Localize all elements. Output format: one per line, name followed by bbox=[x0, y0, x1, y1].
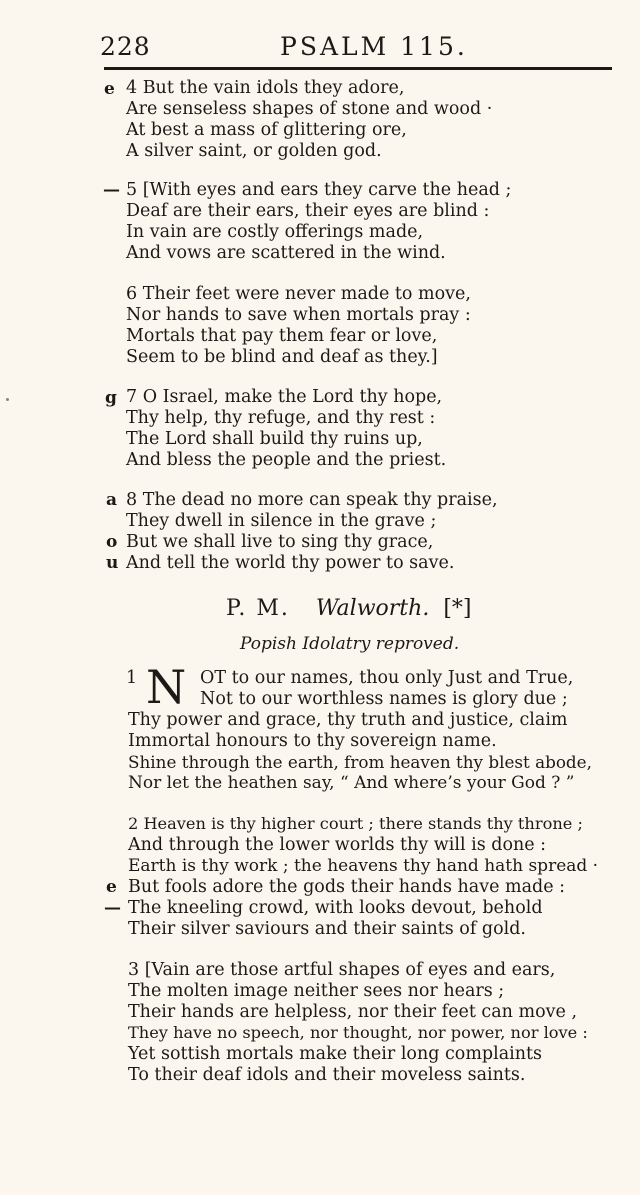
dynamic-mark: e bbox=[104, 79, 115, 99]
page-number: 228 bbox=[100, 32, 151, 61]
header-rule bbox=[104, 67, 612, 70]
verse-line: Shine through the earth, from heaven thy blest abode, bbox=[128, 752, 592, 772]
stanza-number: 1 bbox=[126, 668, 138, 688]
dynamic-mark: o bbox=[106, 532, 118, 552]
dynamic-mark: u bbox=[106, 553, 119, 573]
verse-line: A silver saint, or golden god. bbox=[126, 141, 382, 161]
verse-line: The molten image neither sees nor hears ; bbox=[128, 981, 505, 1001]
margin-speck bbox=[6, 398, 9, 401]
verse-line: Are senseless shapes of stone and wood · bbox=[126, 99, 493, 119]
dynamic-mark: g bbox=[105, 388, 117, 408]
verse-line: Mortals that pay them fear or love, bbox=[126, 326, 438, 346]
verse-line: They have no speech, nor thought, nor power, nor love : bbox=[128, 1023, 588, 1042]
page-header bbox=[100, 32, 612, 66]
tune-heading bbox=[226, 596, 471, 621]
verse-line: Not to our worthless names is glory due ; bbox=[200, 689, 568, 709]
verse-line: 2 Heaven is thy higher court ; there stands thy throne ; bbox=[128, 814, 583, 833]
verse-line: Immortal honours to thy sovereign name. bbox=[128, 731, 497, 751]
verse-line: Nor let the heathen say, “ And where’s your God ? ” bbox=[128, 773, 575, 793]
verse-line: 3 [Vain are those artful shapes of eyes and ears, bbox=[128, 960, 556, 980]
hymn-subtitle: Popish Idolatry reproved. bbox=[240, 634, 460, 654]
verse-line: 6 Their feet were never made to move, bbox=[126, 284, 471, 304]
verse-line: And bless the people and the priest. bbox=[126, 450, 447, 470]
verse-line: At best a mass of glittering ore, bbox=[126, 120, 407, 140]
verse-line: The kneeling crowd, with looks devout, behold bbox=[128, 898, 543, 918]
verse-line: But we shall live to sing thy grace, bbox=[126, 532, 434, 552]
dynamic-mark: a bbox=[106, 490, 118, 510]
running-title: PSALM 115. bbox=[280, 32, 468, 61]
verse-line: 4 But the vain idols they adore, bbox=[126, 78, 405, 98]
verse-line: They dwell in silence in the grave ; bbox=[126, 511, 437, 531]
verse-line: Yet sottish mortals make their long complaints bbox=[128, 1044, 543, 1064]
verse-line: Their hands are helpless, nor their feet can move , bbox=[128, 1002, 578, 1022]
verse-line: And vows are scattered in the wind. bbox=[126, 243, 446, 263]
verse-line: 8 The dead no more can speak thy praise, bbox=[126, 490, 498, 510]
verse-line: But fools adore the gods their hands have made : bbox=[128, 877, 566, 897]
dash-mark: — bbox=[103, 180, 120, 200]
verse-line: 5 [With eyes and ears they carve the head ; bbox=[126, 180, 512, 200]
verse-line: 7 O Israel, make the Lord thy hope, bbox=[126, 387, 443, 407]
verse-line: Seem to be blind and deaf as they.] bbox=[126, 347, 438, 367]
verse-line: Thy help, thy refuge, and thy rest : bbox=[126, 408, 436, 428]
verse-line: And tell the world thy power to save. bbox=[126, 553, 455, 573]
verse-line: Nor hands to save when mortals pray : bbox=[126, 305, 471, 325]
tune-name: Walworth. bbox=[315, 596, 430, 621]
dynamic-mark: e bbox=[106, 877, 117, 897]
tune-marker: [*] bbox=[443, 596, 472, 621]
drop-cap: N bbox=[146, 660, 187, 714]
verse-line: OT to our names, thou only Just and True, bbox=[200, 668, 574, 688]
verse-line: In vain are costly offerings made, bbox=[126, 222, 424, 242]
meter-label: P. M. bbox=[226, 596, 290, 621]
dash-mark: — bbox=[104, 898, 121, 918]
verse-line: Thy power and grace, thy truth and justice, claim bbox=[128, 710, 568, 730]
verse-line: Earth is thy work ; the heavens thy hand hath spread · bbox=[128, 856, 599, 876]
verse-line: Deaf are their ears, their eyes are blind : bbox=[126, 201, 490, 221]
verse-line: The Lord shall build thy ruins up, bbox=[126, 429, 423, 449]
verse-line: To their deaf idols and their moveless saints. bbox=[128, 1065, 526, 1085]
verse-line: Their silver saviours and their saints of gold. bbox=[128, 919, 526, 939]
verse-line: And through the lower worlds thy will is done : bbox=[128, 835, 547, 855]
